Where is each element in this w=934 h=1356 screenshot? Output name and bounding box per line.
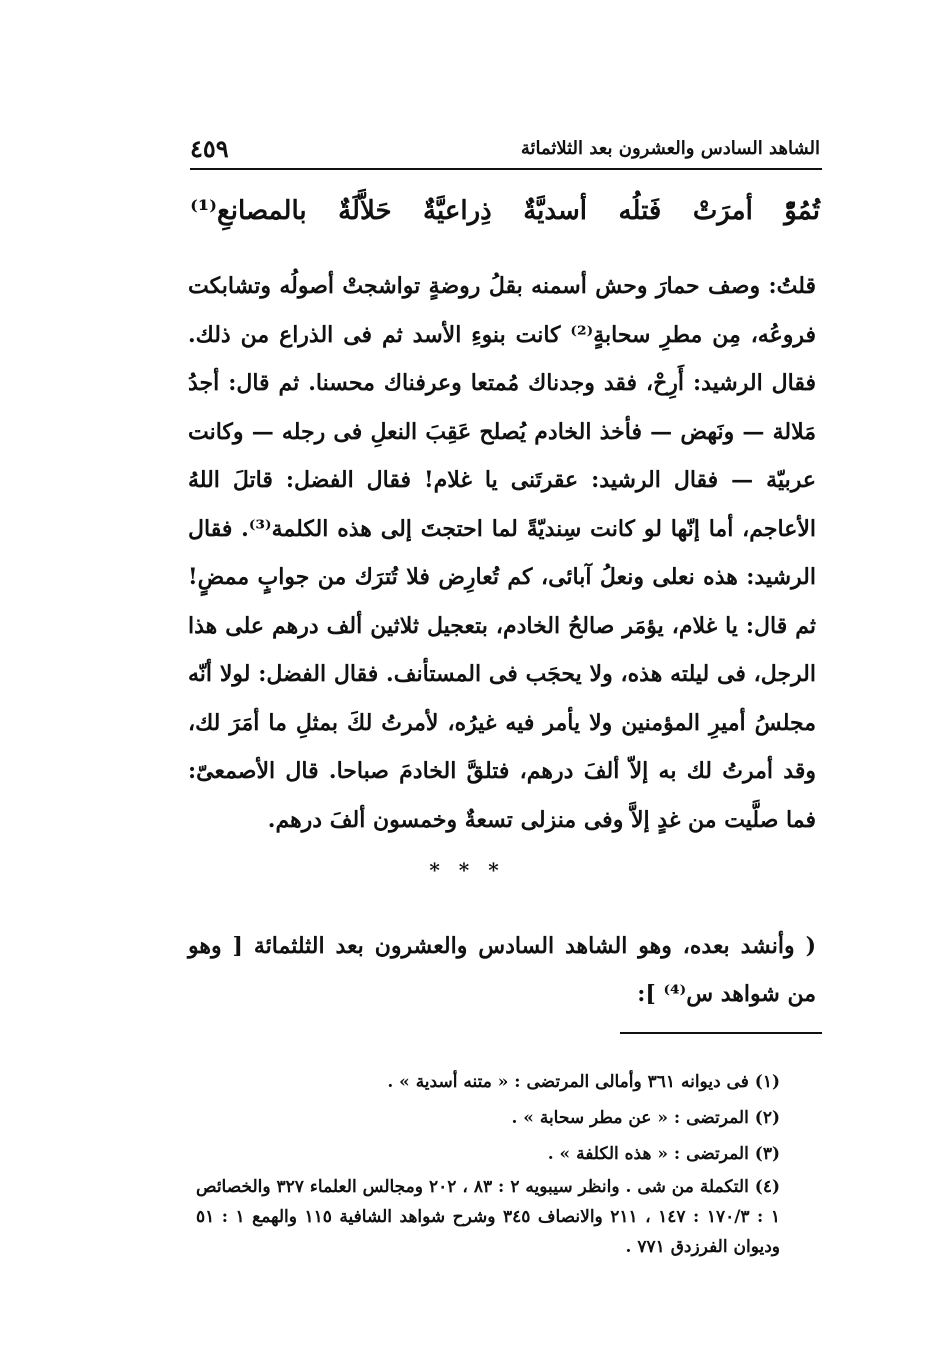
footnote-rule (620, 1032, 822, 1034)
footnote-4: (٤) التكملة من شى . وانظر سيبويه ٢ : ٨٣ ، ٢٠٢ ومجالس العلماء ٣٢٧ والخصائص ١ : ١٧٠/٣ : ١٤٧ ، ٢١١ والانصاف ٣٤٥ وشرح شواهد الشافية ١١٥ والهمع ١ : ٥١ وديوان الفرزدق ٧٧١ . (196, 1177, 781, 1257)
intro-paragraph: ( وأنشد بعده، وهو الشاهد السادس والعشرون بعد الثلثمائة [ وهو من شواهد س⁽⁴⁾ ]: (188, 933, 816, 1007)
running-title: الشاهد السادس والعشرون بعد الثلاثمائة (520, 137, 820, 159)
verse-word: حَلاَّلَةٌ (338, 196, 392, 226)
verse-line (190, 186, 820, 236)
verse-word: فَتلُه (618, 196, 662, 226)
verse-word: أسديَّةٌ (523, 196, 588, 226)
verse-word: أمرَتْ (692, 196, 753, 226)
verse-word: ذِراعيَّةٌ (423, 196, 492, 226)
footnote-1: (١) فى ديوانه ٣٦١ وأمالى المرتضى : « متنه أسدية » . (387, 1072, 780, 1092)
body-paragraph: قلتُ: وصف حمارَ وحش أسمنه بقلُ روضةٍ تواشجتْ أصولُه وتشابكت فروعُه، مِن مطرِ سحابةٍ⁽²⁾ كانت بنوءِ الأسد ثم فى الذراع من ذلك. فقال الرشيد: أَرِحْ، فقد وجدناك مُمتعا وعرفناك محسنا. ثم قال: أجدُ مَلالة — ونَهض — فأخذ الخادم يُصلح عَقِبَ النعلِ فى رجله — وكانت عربيّة — فقال الرشيد: عقرتَنى يا غلام! فقال الفضل: قاتلَ اللهُ الأعاجم، أما إنّها لو كانت سِنديّةً لما احتجتَ إلى هذه الكلمة⁽³⁾. فقال الرشيد: هذه نعلى ونعلُ آبائى، كم تُعارِض فلا تُترَك من جوابٍ ممضٍ! ثم قال: يا غلام، يؤمَر صالحُ الخادم، بتعجيل ثلاثين ألف درهم على هذا الرجل، فى ليلته هذه، ولا يحجَب فى المستأنف. فقال الفضل: لولا أنّه مجلسُ أميرِ المؤمنين ولا يأمر فيه غيرُه، لأمرتُ لكَ بمثلِ ما أمَرَ لك، وقد أمرتُ لك به إلاّ ألفَ درهم، فتلقَّ الخادمَ صباحا. قال الأصمعىّ: فما صلَّيت من غدٍ إلاَّ وفى منزلى تسعةٌ وخمسون ألفَ درهم. (188, 273, 817, 833)
verse-word: تُمُوّْ (784, 196, 820, 226)
header-rule (190, 168, 822, 170)
page-header (190, 128, 820, 168)
footnote-3: (٣) المرتضى : « هذه الكلفة » . (547, 1144, 780, 1164)
footnote-2: (٢) المرتضى : « عن مطر سحابة » . (511, 1108, 780, 1128)
section-separator: * * * (429, 858, 505, 882)
page-number: ٤٥٩ (190, 133, 229, 163)
footnotes (196, 1064, 816, 1262)
verse-word: بالمصانعِ⁽¹⁾ (190, 196, 307, 226)
